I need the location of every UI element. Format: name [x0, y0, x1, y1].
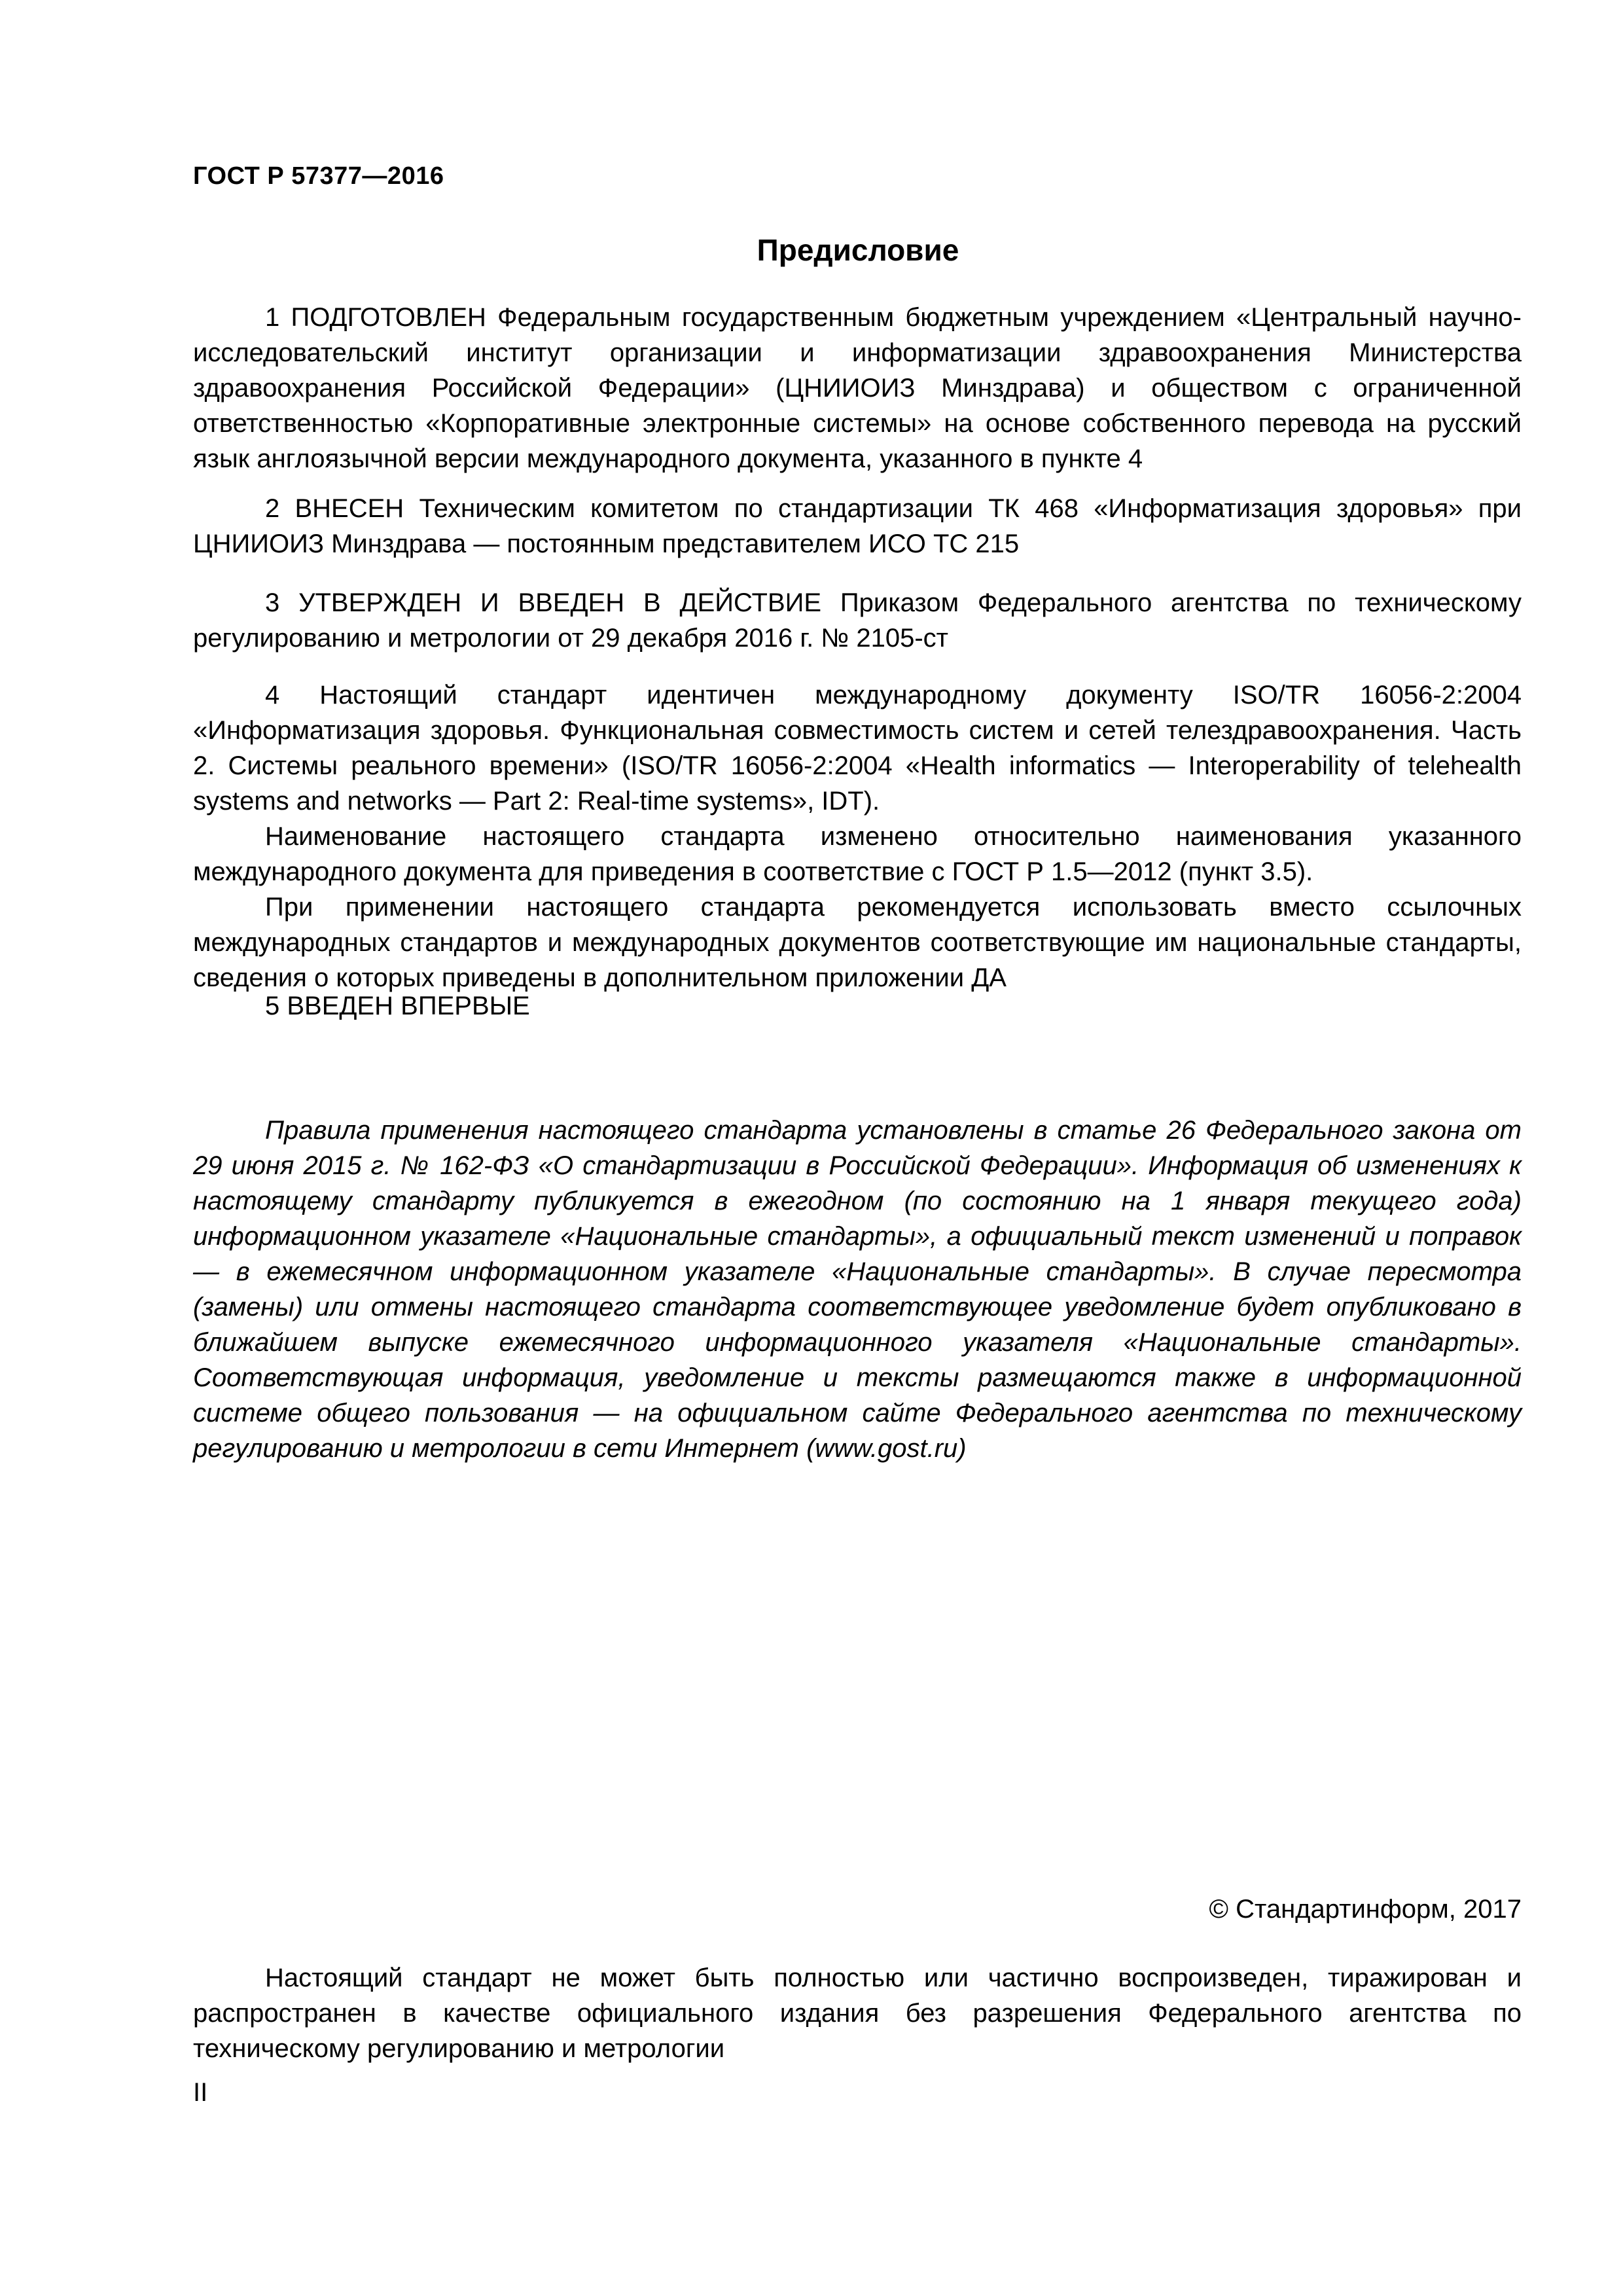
foreword-paragraph: 5 ВВЕДЕН ВПЕРВЫЕ: [265, 992, 530, 1020]
rules-notice-block: [193, 1113, 1522, 1466]
foreword-paragraph: 4 Настоящий стандарт идентичен международному документу ISO/TR 16056-2:2004 «Информатизация здоровья. Функциональная совместимость систем и сетей телездравоохранения. Часть 2. Системы реального времени» (ISO/TR 16056-2:2004 «Health informatics — Interoperability of telehealth systems and networks — Part 2: Real-time systems», IDT).: [193, 681, 1522, 816]
foreword-paragraph: Наименование настоящего стандарта изменено относительно наименования указанного международного документа для приведения в соответствие с ГОСТ Р 1.5—2012 (пункт 3.5).: [193, 822, 1522, 886]
reproduction-notice-text: Настоящий стандарт не может быть полностью или частично воспроизведен, тиражирован и распространен в качестве официального издания без разрешения Федерального агентства по техническому регулированию и метрологии: [193, 1964, 1522, 2063]
reproduction-notice-block: [193, 1960, 1522, 2066]
page-number: II: [193, 2078, 208, 2107]
foreword-item-3: [193, 585, 1522, 656]
foreword-paragraph: 1 ПОДГОТОВЛЕН Федеральным государственным бюджетным учреждением «Центральный научно-исследовательский институт организации и информатизации здравоохранения Министерства здравоохранения Российской Федерации» (ЦНИИОИЗ Минздрава) и обществом с ограниченной ответственностью «Корпоративные электронные системы» на основе собственного перевода на русский язык англоязычной версии международного документа, указанного в пункте 4: [193, 303, 1522, 473]
copyright-line: © Стандартинформ, 2017: [1209, 1895, 1522, 1924]
foreword-item-1: [193, 300, 1522, 476]
foreword-paragraph: 2 ВНЕСЕН Техническим комитетом по стандартизации ТК 468 «Информатизация здоровья» при ЦНИИОИЗ Минздрава — постоянным представителем ИСО ТС 215: [193, 494, 1522, 558]
foreword-title: Предисловие: [757, 233, 959, 267]
foreword-item-2: [193, 491, 1522, 562]
rules-notice-text: Правила применения настоящего стандарта установлены в статье 26 Федерального закона от 29 июня 2015 г. № 162-ФЗ «О стандартизации в Российской Федерации». Информация об изменениях к настоящему стандарту публикуется в ежегодном (по состоянию на 1 января текущего года) информационном указателе «Национальные стандарты», а официальный текст изменений и поправок — в ежемесячном информационном указателе «Национальные стандарты». В случае пересмотра (замены) или отмены настоящего стандарта соответствующее уведомление будет опубликовано в ближайшем выпуске ежемесячного информационного указателя «Национальные стандарты». Соответствующая информация, уведомление и тексты размещаются также в информационной системе общего пользования — на официальном сайте Федерального агентства по техническому регулированию и метрологии в сети Интернет (www.gost.ru): [193, 1116, 1522, 1463]
foreword-paragraph: 3 УТВЕРЖДЕН И ВВЕДЕН В ДЕЙСТВИЕ Приказом Федерального агентства по техническому регулированию и метрологии от 29 декабря 2016 г. № 2105-ст: [193, 588, 1522, 653]
foreword-item-5: [193, 988, 1522, 1024]
foreword-paragraph: При применении настоящего стандарта рекомендуется использовать вместо ссылочных международных стандартов и международных документов соответствующие им национальные стандарты, сведения о которых приведены в дополнительном приложении ДА: [193, 893, 1522, 992]
document-code: ГОСТ Р 57377—2016: [193, 162, 444, 190]
foreword-item-4: [193, 677, 1522, 996]
